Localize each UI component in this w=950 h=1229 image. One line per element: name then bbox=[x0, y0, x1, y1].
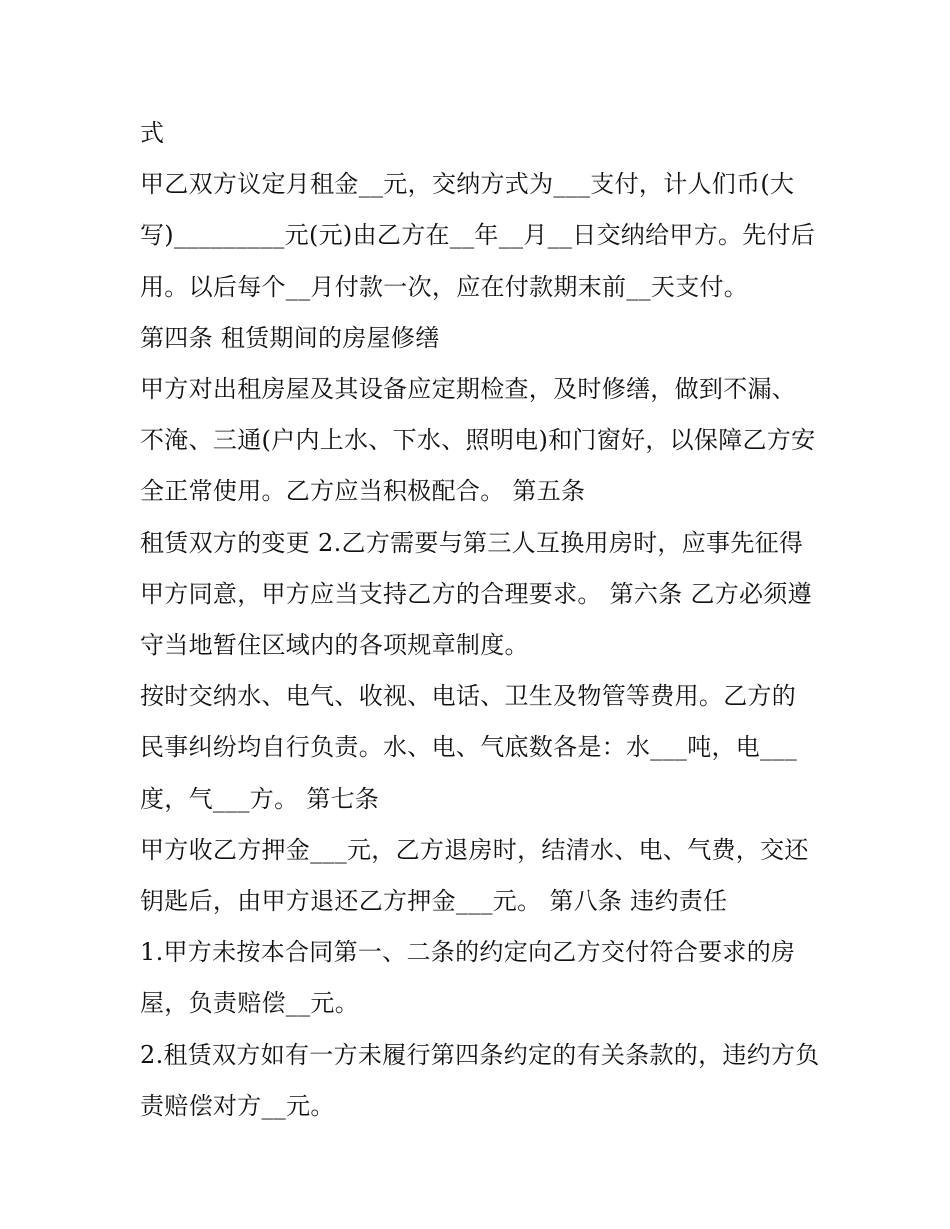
paragraph-breach-one: 1.甲方未按本合同第一、二条的约定向乙方交付符合要求的房屋，负责赔偿__元。 bbox=[140, 938, 796, 1018]
paragraph-repairs: 甲方对出租房屋及其设备应定期检查，及时修缮，做到不漏、不淹、三通(户内上水、下水、照明电)和门窗好，以保障乙方安全正常使用。乙方应当积极配合。 第五条 bbox=[140, 375, 816, 506]
heading-article-four: 第四条 租赁期间的房屋修缮 bbox=[140, 323, 440, 352]
paragraph-deposit: 甲方收乙方押金___元，乙方退房时，结清水、电、气费，交还钥匙后，由甲方退还乙方押金___元。 第八条 违约责任 bbox=[140, 835, 809, 916]
paragraph-breach-two: 2.租赁双方如有一方未履行第四条约定的有关条款的，违约方负责赔偿对方__元。 bbox=[140, 1040, 820, 1120]
paragraph-fees: 按时交纳水、电气、收视、电话、卫生及物管等费用。乙方的民事纠纷均自行负责。水、电、气底数各是：水___吨，电___度，气___方。 第七条 bbox=[140, 682, 797, 813]
paragraph-changes: 租赁双方的变更 2.乙方需要与第三人互换用房时，应事先征得甲方同意，甲方应当支持乙方的合理要求。 第六条 乙方必须遵守当地暂住区域内的各项规章制度。 bbox=[140, 528, 812, 660]
paragraph-continuation: 式 bbox=[140, 119, 165, 147]
paragraph-rent-payment: 甲乙双方议定月租金__元，交纳方式为___支付，计人们币(大写)_________元(元)由乙方在__年__月__日交纳给甲方。先付后用。以后每个__月付款一次，应在付款期末前__天支付。 bbox=[140, 170, 816, 301]
document-body bbox=[140, 108, 820, 1132]
